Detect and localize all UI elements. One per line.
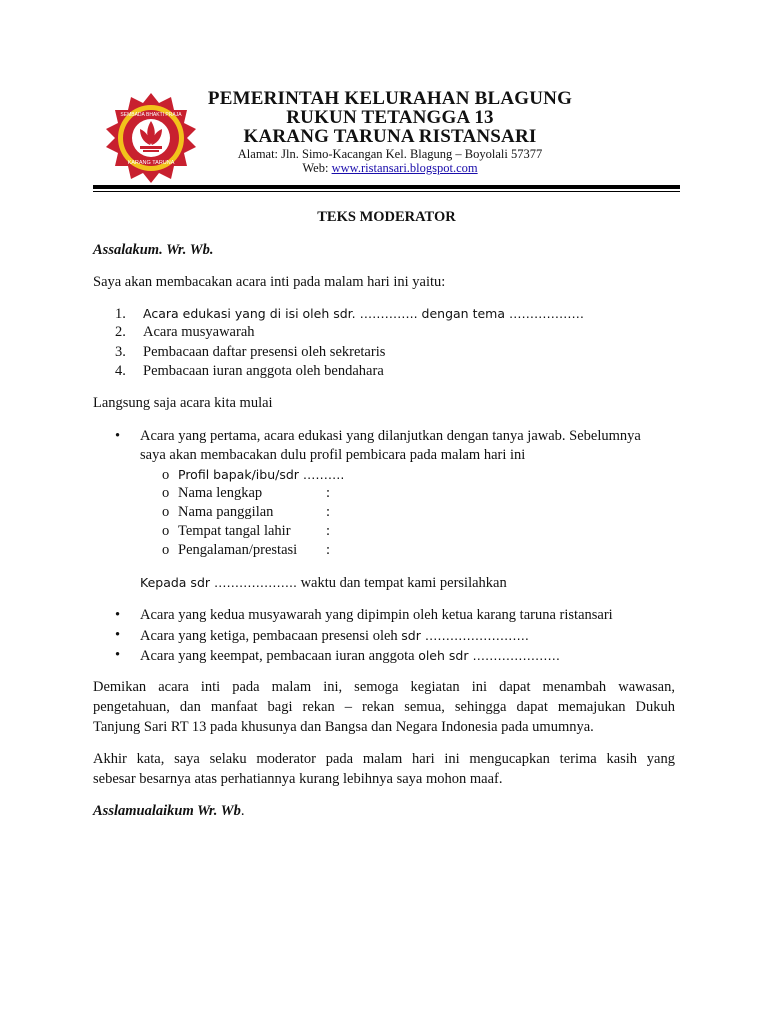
bullet-main-text: Acara yang kedua musyawarah yang dipimpin oleh ketua karang taruna ristansari <box>140 607 613 623</box>
bullet-main-text: Acara yang keempat, pembacaan iuran anggota <box>140 648 419 664</box>
header-web <box>200 161 580 176</box>
profile-label: Tempat tangal lahir <box>178 523 291 539</box>
agenda-number: 3. <box>115 344 126 360</box>
profile-colon: : <box>326 485 331 501</box>
header-rt: RUKUN TETANGGA 13 <box>286 107 494 128</box>
profile-marker: o <box>162 467 170 483</box>
profile-colon: : <box>326 504 331 520</box>
header-divider-thin <box>93 191 680 192</box>
bullet-text <box>140 605 613 626</box>
invitation-part1: Kepada sdr ……………….. <box>140 575 297 590</box>
bullet-marker: • <box>115 627 121 643</box>
greeting: Assalakum. Wr. Wb. <box>93 242 214 258</box>
bullet-marker: • <box>115 647 121 663</box>
header-address: Alamat: Jln. Simo-Kacangan Kel. Blagung – Boyolali 57377 <box>237 147 543 161</box>
profile-label: Pengalaman/prestasi <box>178 542 298 558</box>
logo-bottom-text: KARANG TARUNA <box>127 160 175 166</box>
profile-marker: o <box>162 542 170 558</box>
bullet-text <box>140 625 529 647</box>
agenda-item <box>115 361 384 382</box>
profile-colon: : <box>326 523 331 539</box>
profile-colon: : <box>326 542 331 558</box>
profile-marker: o <box>162 485 170 501</box>
start-text: Langsung saja acara kita mulai <box>93 395 273 411</box>
agenda-text: Pembacaan daftar presensi oleh sekretaris <box>143 344 386 360</box>
bullet-marker: • <box>115 428 121 444</box>
agenda-text: Acara edukasi yang di isi oleh sdr. ………….. dengan tema ……………… <box>143 306 584 321</box>
closing-line: Tanjung Sari RT 13 pada khusunya dan Bangsa dan Negara Indonesia pada umumnya. <box>93 719 594 735</box>
intro-text: Saya akan membacakan acara inti pada malam hari ini yaitu: <box>93 274 446 290</box>
agenda-text: Acara musyawarah <box>143 324 255 340</box>
closing-line: Akhir kata, saya selaku moderator pada malam hari ini mengucapkan terima kasih yang <box>93 751 675 767</box>
profile-label: Nama panggilan <box>178 504 274 520</box>
bullet-text-line: Acara yang pertama, acara edukasi yang dilanjutkan dengan tanya jawab. Sebelumnya <box>140 428 641 444</box>
header-government: PEMERINTAH KELURAHAN BLAGUNG <box>207 88 573 109</box>
document-title: TEKS MODERATOR <box>317 209 456 225</box>
profile-marker: o <box>162 523 170 539</box>
closing-line: pengetahuan, dan manfaat bagi rekan – rekan semua, sehingga dapat memajukan Dukuh <box>93 699 675 715</box>
farewell-text: Asslamualaikum Wr. Wb <box>93 803 241 819</box>
profile-item <box>162 502 462 523</box>
closing-line: sebesar besarnya atas perhatiannya kurang lebihnya saya mohon maaf. <box>93 771 503 787</box>
logo-top-text: SEMBADA BHAKTI PRAJA <box>120 112 182 118</box>
agenda-item <box>115 342 385 363</box>
invitation-text <box>140 572 507 594</box>
profile-marker: o <box>162 504 170 520</box>
web-label: Web: <box>302 161 329 175</box>
agenda-text: Pembacaan iuran anggota oleh bendahara <box>143 363 384 379</box>
profile-item <box>162 540 462 561</box>
agenda-number: 1. <box>115 306 126 322</box>
profile-item <box>162 483 462 504</box>
web-link[interactable]: www.ristansari.blogspot.com <box>331 161 478 175</box>
header-organization: KARANG TARUNA RISTANSARI <box>243 126 537 147</box>
bullet-tail-text: sdr ……………………. <box>401 628 529 643</box>
farewell-period: . <box>240 803 245 819</box>
profile-item <box>162 521 462 542</box>
bullet-text-line: saya akan membacakan dulu profil pembicara pada malam hari ini <box>140 447 526 463</box>
bullet-tail-text: oleh sdr ………………… <box>418 648 560 663</box>
closing-line: Demikan acara inti pada malam ini, semoga kegiatan ini dapat menambah wawasan, <box>93 679 675 695</box>
farewell <box>93 801 245 822</box>
agenda-number: 4. <box>115 363 126 379</box>
invitation-part2: waktu dan tempat kami persilahkan <box>296 575 507 591</box>
agenda-number: 2. <box>115 324 126 340</box>
organization-logo <box>104 91 198 185</box>
agenda-item <box>115 322 255 343</box>
bullet-main-text: Acara yang ketiga, pembacaan presensi oleh <box>140 628 402 644</box>
bullet-text <box>140 645 560 667</box>
profile-label: Profil bapak/ibu/sdr ………. <box>178 467 345 482</box>
bullet-marker: • <box>115 607 121 623</box>
profile-label: Nama lengkap <box>178 485 263 501</box>
header-divider-thick <box>93 185 680 189</box>
